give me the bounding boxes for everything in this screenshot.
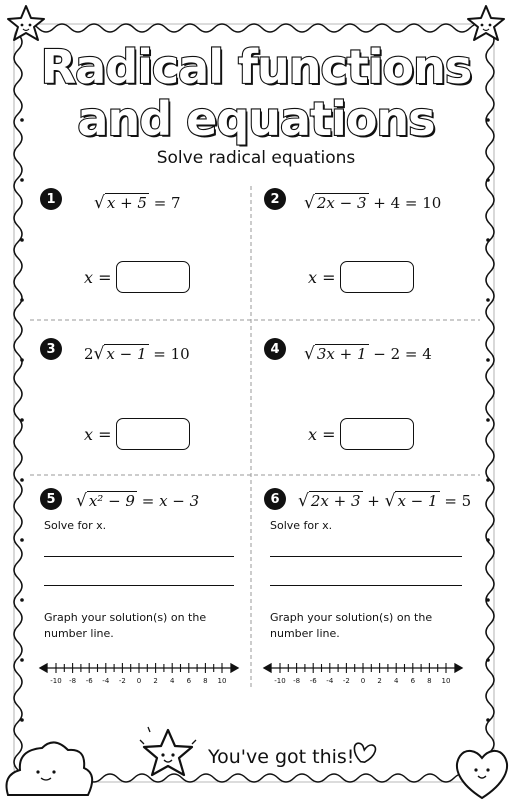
equation-rhs: − 2 = 4 [368, 345, 432, 363]
solve-for-instruction: Solve for x. [44, 519, 107, 532]
answer-line[interactable] [44, 556, 234, 557]
problem-6-equation: √ 2x + 3 + √ x − 1 = 5 [298, 491, 472, 511]
problem-number-2: 2 [264, 188, 286, 210]
equation-rhs: + 4 = 10 [368, 194, 442, 212]
tick-label: -2 [118, 677, 126, 685]
tick-label: 6 [186, 677, 192, 685]
equation-rhs: = 7 [148, 194, 181, 212]
tick-label: 0 [136, 677, 142, 685]
answer-line[interactable] [270, 585, 462, 586]
tick-label: 2 [377, 677, 382, 685]
solve-for-instruction: Solve for x. [270, 519, 333, 532]
answer-label: x = [308, 425, 336, 444]
tick-label: 10 [441, 677, 451, 685]
radicand: x² − 9 [88, 492, 135, 510]
cloud-icon [7, 742, 93, 795]
tick-label: 8 [427, 677, 432, 685]
tick-label: -2 [342, 677, 350, 685]
tick-label: -10 [50, 677, 62, 685]
tick-label: -6 [85, 677, 93, 685]
radicand: 2x − 3 [316, 194, 367, 212]
tick-label: 10 [217, 677, 227, 685]
worksheet-title-line1: Radical functions [40, 40, 472, 94]
heart-icon [353, 743, 376, 764]
graph-instruction [44, 610, 206, 642]
star-icon [140, 727, 196, 775]
answer-line[interactable] [270, 556, 462, 557]
radicand: 3x + 1 [316, 345, 367, 363]
answer-line[interactable] [44, 585, 234, 586]
problem-number-4: 4 [264, 338, 286, 360]
answer-label: x = [308, 268, 336, 287]
tick-label: -4 [326, 677, 334, 685]
answer-box-4[interactable] [340, 418, 414, 450]
star-icon [8, 6, 44, 40]
tick-label: 8 [203, 677, 208, 685]
problem-1-equation: √ x + 5 = 7 [94, 193, 181, 213]
tick-label: 2 [153, 677, 158, 685]
answer-label: x = [84, 268, 112, 287]
plus-sign: + [362, 492, 385, 510]
tick-label: 4 [169, 677, 175, 685]
tick-label: 4 [393, 677, 399, 685]
graph-instruction-line2: number line. [270, 627, 340, 640]
tick-label: -6 [309, 677, 317, 685]
encouragement-text: You've got this! [208, 746, 355, 768]
answer-label: x = [84, 425, 112, 444]
answer-box-3[interactable] [116, 418, 190, 450]
tick-label: -4 [102, 677, 110, 685]
equation-rhs: = 5 [439, 492, 472, 510]
problem-number-1: 1 [40, 188, 62, 210]
radicand: x − 1 [397, 492, 438, 510]
tick-label: -10 [274, 677, 286, 685]
graph-instruction [270, 610, 432, 642]
problem-number-3: 3 [40, 338, 62, 360]
worksheet-title-line2: and equations [77, 92, 435, 146]
answer-box-1[interactable] [116, 261, 190, 293]
coefficient: 2 [84, 345, 94, 363]
radicand: x + 5 [106, 194, 147, 212]
problem-number-5: 5 [40, 488, 62, 510]
problem-number-6: 6 [264, 488, 286, 510]
star-icon [468, 6, 504, 40]
heart-icon [457, 751, 507, 798]
graph-instruction-line1: Graph your solution(s) on the [44, 611, 207, 624]
radicand: 2x + 3 [310, 492, 361, 510]
radicand: x − 1 [106, 345, 147, 363]
problem-5-equation: √ x² − 9 = x − 3 [76, 491, 200, 511]
tick-label: 6 [410, 677, 416, 685]
equation-rhs: = x − 3 [136, 492, 200, 510]
equation-rhs: = 10 [148, 345, 190, 363]
problem-3-equation: 2√ x − 1 = 10 [84, 344, 190, 364]
tick-label: -8 [69, 677, 77, 685]
tick-label: 0 [360, 677, 366, 685]
problem-4-equation: √ 3x + 1 − 2 = 4 [304, 344, 432, 364]
answer-box-2[interactable] [340, 261, 414, 293]
worksheet-subtitle: Solve radical equations [156, 148, 356, 168]
graph-instruction-line1: Graph your solution(s) on the [270, 611, 433, 624]
graph-instruction-line2: number line. [44, 627, 114, 640]
tick-label: -8 [293, 677, 301, 685]
problem-2-equation: √ 2x − 3 + 4 = 10 [304, 193, 442, 213]
